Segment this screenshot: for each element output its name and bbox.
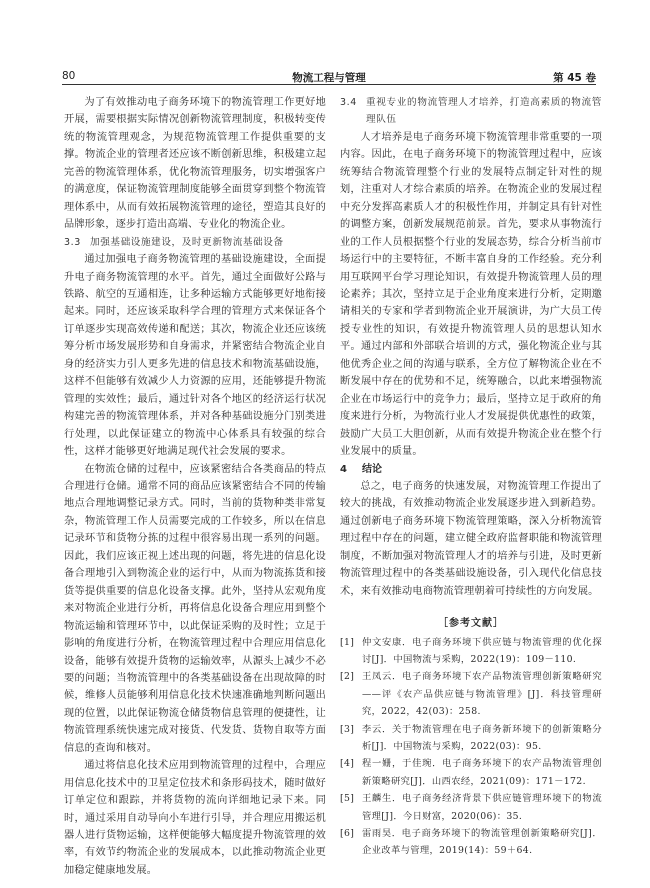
section-number: 4 xyxy=(340,463,347,475)
references-heading: ［参考文献］ xyxy=(438,618,504,630)
paragraph: 人才培养是电子商务环境下物流管理非常重要的一项内容。因此，在电子商务环境下的物流管理过程中，应该统筹结合物流管理整个行业的发展特点制定针对性的规划，注重对人才综合素质的培养。在物流企业的发展过程中充分发挥高素质人才的积极性作用，并制定具有针对性的调整方案，创新发展规范前景。首先，要求从事物流行业的工作人员根据整个行业的发展态势，综合分析当前市场运行中的主要特征，不断丰富自身的工作经验。充分利用互联网平台学习理论知识，有效提升物流管理人员的理论素养；其次，坚持立足于企业角度来进行分析，定期邀请相关的专家和学者到物流企业开展演讲，为广大员工传授专业性的知识，有效提升物流管理人员的思想认知水平。通过内部和外部联合培训的方式，强化物流企业与其他优秀企业之间的沟通与联系，全方位了解物流企业在不断发展中存在的优势和不足，统筹融合，以此来增强物流企业在市场运行中的竞争力；最后，坚持立足于政府的角度来进行分析，为物流行业人才发展提供优惠性的政策，鼓励广大员工大胆创新，从而有效提升物流企业在整个行业发展中的质量。 xyxy=(340,131,602,458)
journal-title: 物流工程与管理 xyxy=(292,72,366,84)
section-title: 重视专业的物流管理人才培养，打造高素质的物流管理队伍 xyxy=(366,97,602,126)
reference-text: 王凤云．电子商务环境下农产品物流管理创新策略研究——评《农产品供应链与物流管理》[J]．科技管理研究，2022，42(03)：258. xyxy=(362,671,602,718)
reference-item xyxy=(340,825,602,860)
section-title: 结论 xyxy=(362,463,382,475)
section-heading-4 xyxy=(340,461,602,478)
reference-text: 仲文安康．电子商务环境下供应链与物流管理的优化探讨[J]．中国物流与采购，2022(19)：109－110. xyxy=(362,636,602,665)
reference-list xyxy=(340,634,602,860)
running-header xyxy=(62,71,596,85)
reference-number: [2] xyxy=(340,671,355,683)
section-title: 加强基础设施建设，及时更新物流基础设备 xyxy=(90,236,284,248)
reference-number: [5] xyxy=(340,793,355,805)
section-number: 3.4 xyxy=(340,97,357,108)
right-column xyxy=(340,94,602,860)
section-heading-3-3 xyxy=(64,234,326,251)
reference-item xyxy=(340,790,602,825)
reference-number: [6] xyxy=(340,828,355,840)
reference-item xyxy=(340,634,602,669)
paragraph: 通过加强电子商务物流管理的基础设施建设，全面提升电子商务物流管理的水平。首先，通过全面做好公路与铁路、航空的互通相连，让多种运输方式能够更好地衔接起来。同时，还应该采取科学合理的管理方式来保证各个订单逐步实现高效传递和配送；其次，物流企业还应该统筹分析市场发展形势和自身需求，并紧密结合物流企业自身的经济实力引人更多先进的信息技术和物流基础设施，这样不但能够有效减少人力资源的应用，还能够提升物流管理的实效性；最后，通过针对各个地区的经济运行状况构建完善的物流管理体系，并对各种基础设施分门别类进行处理，以此保证建立的物流中心体系具有较强的综合性，这样才能够更好地满足现代社会发展的要求。 xyxy=(64,254,326,458)
paragraph: 总之，电子商务的快速发展，对物流管理工作提出了较大的挑战，有效推动物流企业发展逐步进入到新趋势。通过创新电子商务环境下物流管理策略，深入分析物流管理过程中存在的问题，建立健全政府监督职能和物流管理制度，不断加强对物流管理人才的培养与引进，及时更新物流管理过程中的各类基础设施设备，引入现代化信息技术，来有效推动电商物流管理朝着可持续性的方向发展。 xyxy=(340,480,602,597)
paragraph: 在物流仓储的过程中，应该紧密结合各类商品的特点合理进行仓储。通常不同的商品应该紧密结合不同的传输地点合理地调整记录方式。同时，当前的货物种类非常复杂，物流管理工作人员需要完成的工作较多，所以在信息记录环节和货物分拣的过程中很容易出现一系列的问题。因此，我们应该正视上述出现的问题，将先进的信息化设备合理地引入到物流企业的运行中，从而为物流拣货和接货等提供重要的信息化设备支撑。此外，坚持从宏观角度来对物流企业进行分析，再将信息化设备合理应用到整个物流运输和管理环节中，以此保证采购的及时性；立足于影响的角度进行分析，在物流管理过程中合理应用信息化设备，能够有效提升货物的运输效率，从源头上减少不必要的问题；当物流管理中的各类基础设备在出现故障的时候，维修人员能够利用信息化技术快速准确地判断问题出现的位置，以此保证物流仓储货物信息管理的便捷性，让物流管理系统快速完成对接货、代发货、货物自取等方面信息的查询和核对。 xyxy=(64,463,326,754)
reference-item xyxy=(340,755,602,790)
left-column xyxy=(64,94,326,879)
reference-item xyxy=(340,721,602,756)
reference-number: [1] xyxy=(340,636,355,648)
reference-text: 雷雨昊．电子商务环境下的物流管理创新策略研究[J]．企业改革与管理，2019(14)：59＋64. xyxy=(362,828,602,857)
page-number: 80 xyxy=(62,70,76,82)
reference-number: [4] xyxy=(340,758,355,770)
reference-text: 王麟生．电子商务经济背景下供应链管理环境下的物流管理[J]．今日财富，2020(06)：35. xyxy=(362,793,602,822)
section-heading-3-4 xyxy=(340,94,602,129)
reference-item xyxy=(340,668,602,720)
volume-label: 第 45 卷 xyxy=(553,72,596,84)
reference-text: 程一姗，于佳琬．电子商务环境下的农产品物流管理创新策略研究[J]．山西农经，2021(09)：171－172. xyxy=(362,758,602,787)
paragraph: 通过将信息化技术应用到物流管理的过程中，合理应用信息化技术中的卫星定位技术和条形码技术，随时做好订单定位和跟踪，并将货物的流向详细地记录下来。同时，通过采用自动导向小车进行引导，并合理应用搬运机器人进行货物运输，这样便能够大幅度提升物流管理的效率，有效节约物流企业的发展成本，以此推动物流企业更加稳定健康地发展。 xyxy=(64,760,326,876)
reference-number: [3] xyxy=(340,723,355,735)
section-number: 3.3 xyxy=(64,236,81,248)
reference-text: 李云．关于物流管理在电子商务新环境下的创新策略分析[J]．中国物流与采购，2022(03)：95. xyxy=(362,723,602,753)
paragraph: 为了有效推动电子商务环境下的物流管理工作更好地开展，需要根据实际情况创新物流管理制度，积极转变传统的物流管理观念，为规范物流管理工作提供重要的支撑。物流企业的管理者还应该不断创新思维，积极建立起完善的物流管理体系，优化物流管理服务，切实增强客户的满意度，保证物流管理制度能够全面贯穿到整个物流管理体系中，从而有效拓展物流管理的途径，塑造其良好的品牌形象，逐步打造出高端、专业化的物流企业。 xyxy=(64,97,326,231)
